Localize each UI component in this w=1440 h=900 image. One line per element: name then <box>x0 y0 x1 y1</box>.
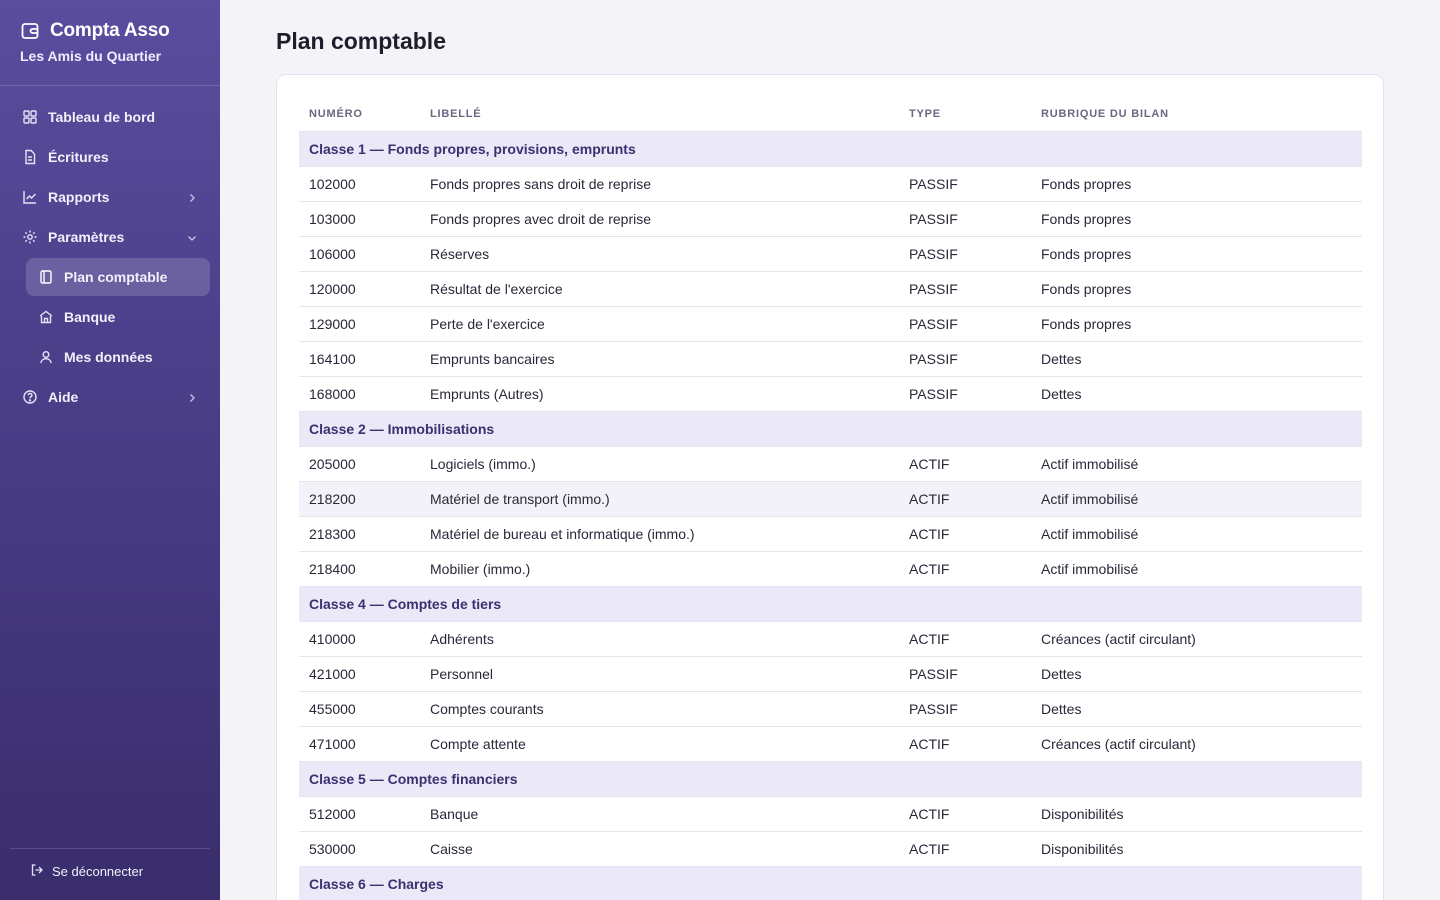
sidebar-item-label: Banque <box>64 309 116 325</box>
bank-icon <box>38 309 54 325</box>
account-number: 102000 <box>299 166 420 201</box>
sidebar-item-label: Tableau de bord <box>48 109 156 125</box>
account-type: PASSIF <box>899 341 1031 376</box>
book-icon <box>38 269 54 285</box>
settings-submenu <box>10 258 210 376</box>
account-label: Mobilier (immo.) <box>420 551 899 586</box>
account-class-label: Classe 5 — Comptes financiers <box>299 761 1362 796</box>
account-type: PASSIF <box>899 236 1031 271</box>
table-row[interactable] <box>299 621 1362 656</box>
table-row[interactable] <box>299 446 1362 481</box>
account-label: Perte de l'exercice <box>420 306 899 341</box>
sidebar-item-bank[interactable] <box>26 298 210 336</box>
logout-icon <box>30 863 44 880</box>
account-number: 512000 <box>299 796 420 831</box>
balance-section: Actif immobilisé <box>1031 481 1362 516</box>
app-title: Compta Asso <box>50 20 170 41</box>
account-number: 106000 <box>299 236 420 271</box>
logout-button[interactable] <box>10 848 210 880</box>
account-class-row[interactable] <box>299 411 1362 446</box>
balance-section: Fonds propres <box>1031 236 1362 271</box>
account-type: ACTIF <box>899 516 1031 551</box>
balance-section: Créances (actif circulant) <box>1031 726 1362 761</box>
account-type: PASSIF <box>899 691 1031 726</box>
account-label: Caisse <box>420 831 899 866</box>
table-row[interactable] <box>299 656 1362 691</box>
account-number: 471000 <box>299 726 420 761</box>
user-icon <box>38 349 54 365</box>
sidebar-item-dashboard[interactable] <box>10 98 210 136</box>
account-class-label: Classe 6 — Charges <box>299 866 1362 900</box>
table-row[interactable] <box>299 341 1362 376</box>
sidebar-item-label: Paramètres <box>48 229 125 245</box>
account-class-label: Classe 4 — Comptes de tiers <box>299 586 1362 621</box>
account-number: 218300 <box>299 516 420 551</box>
balance-section: Fonds propres <box>1031 166 1362 201</box>
account-class-row[interactable] <box>299 131 1362 166</box>
account-type: ACTIF <box>899 551 1031 586</box>
sidebar-item-reports[interactable] <box>10 178 210 216</box>
account-number: 218400 <box>299 551 420 586</box>
account-label: Résultat de l'exercice <box>420 271 899 306</box>
sidebar-item-label: Rapports <box>48 189 110 205</box>
account-type: ACTIF <box>899 621 1031 656</box>
balance-section: Actif immobilisé <box>1031 446 1362 481</box>
account-type: ACTIF <box>899 831 1031 866</box>
account-type: PASSIF <box>899 376 1031 411</box>
table-row[interactable] <box>299 306 1362 341</box>
table-row[interactable] <box>299 201 1362 236</box>
main-nav <box>10 98 210 418</box>
table-row[interactable] <box>299 481 1362 516</box>
chevron-right-icon <box>186 191 198 203</box>
account-label: Fonds propres avec droit de reprise <box>420 201 899 236</box>
balance-section: Créances (actif circulant) <box>1031 621 1362 656</box>
account-number: 205000 <box>299 446 420 481</box>
account-type: PASSIF <box>899 271 1031 306</box>
account-number: 129000 <box>299 306 420 341</box>
account-class-row[interactable] <box>299 866 1362 900</box>
balance-section: Fonds propres <box>1031 201 1362 236</box>
account-class-row[interactable] <box>299 761 1362 796</box>
chevron-right-icon <box>186 391 198 403</box>
help-icon <box>22 389 38 405</box>
accounts-table-body <box>299 131 1362 900</box>
account-type: PASSIF <box>899 201 1031 236</box>
account-class-label: Classe 1 — Fonds propres, provisions, emprunts <box>299 131 1362 166</box>
account-class-label: Classe 2 — Immobilisations <box>299 411 1362 446</box>
balance-section: Dettes <box>1031 691 1362 726</box>
sidebar-item-label: Mes données <box>64 349 153 365</box>
sidebar-item-my-data[interactable] <box>26 338 210 376</box>
account-type: PASSIF <box>899 306 1031 341</box>
sidebar <box>0 0 220 900</box>
account-label: Emprunts (Autres) <box>420 376 899 411</box>
accounts-card <box>276 74 1384 900</box>
table-row[interactable] <box>299 551 1362 586</box>
account-number: 455000 <box>299 691 420 726</box>
account-label: Réserves <box>420 236 899 271</box>
table-row[interactable] <box>299 831 1362 866</box>
account-type: PASSIF <box>899 656 1031 691</box>
account-type: PASSIF <box>899 166 1031 201</box>
account-number: 164100 <box>299 341 420 376</box>
dashboard-icon <box>22 109 38 125</box>
table-row[interactable] <box>299 691 1362 726</box>
balance-section: Dettes <box>1031 341 1362 376</box>
column-header-label[interactable]: LIBELLÉ <box>420 97 899 131</box>
account-label: Emprunts bancaires <box>420 341 899 376</box>
account-number: 530000 <box>299 831 420 866</box>
gear-icon <box>22 229 38 245</box>
chart-line-icon <box>22 189 38 205</box>
sidebar-item-help[interactable] <box>10 378 210 416</box>
account-label: Comptes courants <box>420 691 899 726</box>
balance-section: Dettes <box>1031 376 1362 411</box>
account-label: Banque <box>420 796 899 831</box>
table-row[interactable] <box>299 726 1362 761</box>
column-header-number[interactable]: NUMÉRO <box>299 97 420 131</box>
account-label: Personnel <box>420 656 899 691</box>
account-type: ACTIF <box>899 481 1031 516</box>
column-header-balance-section[interactable]: RUBRIQUE DU BILAN <box>1031 97 1362 131</box>
sidebar-item-label: Aide <box>48 389 79 405</box>
account-number: 421000 <box>299 656 420 691</box>
account-number: 168000 <box>299 376 420 411</box>
table-header-row <box>299 97 1362 131</box>
balance-section: Dettes <box>1031 656 1362 691</box>
balance-section: Actif immobilisé <box>1031 551 1362 586</box>
main-content <box>220 0 1440 900</box>
table-row[interactable] <box>299 236 1362 271</box>
wallet-icon <box>20 21 40 41</box>
chevron-down-icon <box>186 231 198 243</box>
account-type: ACTIF <box>899 446 1031 481</box>
column-header-type[interactable]: TYPE <box>899 97 1031 131</box>
account-label: Compte attente <box>420 726 899 761</box>
brand <box>0 0 220 86</box>
table-row[interactable] <box>299 376 1362 411</box>
balance-section: Disponibilités <box>1031 831 1362 866</box>
table-row[interactable] <box>299 516 1362 551</box>
sidebar-item-settings[interactable] <box>10 218 210 256</box>
account-number: 410000 <box>299 621 420 656</box>
logout-label: Se déconnecter <box>52 864 144 879</box>
account-type: ACTIF <box>899 726 1031 761</box>
account-number: 120000 <box>299 271 420 306</box>
accounts-table <box>299 97 1362 900</box>
page-title: Plan comptable <box>276 28 446 54</box>
organization-name: Les Amis du Quartier <box>20 48 162 64</box>
balance-section: Fonds propres <box>1031 271 1362 306</box>
account-number: 218200 <box>299 481 420 516</box>
balance-section: Actif immobilisé <box>1031 516 1362 551</box>
account-number: 103000 <box>299 201 420 236</box>
account-label: Adhérents <box>420 621 899 656</box>
sidebar-item-label: Écritures <box>48 149 109 165</box>
balance-section: Fonds propres <box>1031 306 1362 341</box>
account-label: Matériel de transport (immo.) <box>420 481 899 516</box>
document-icon <box>22 149 38 165</box>
account-label: Logiciels (immo.) <box>420 446 899 481</box>
table-row[interactable] <box>299 166 1362 201</box>
account-label: Fonds propres sans droit de reprise <box>420 166 899 201</box>
sidebar-item-entries[interactable] <box>10 138 210 176</box>
account-label: Matériel de bureau et informatique (immo.) <box>420 516 899 551</box>
sidebar-item-label: Plan comptable <box>64 269 168 285</box>
account-class-row[interactable] <box>299 586 1362 621</box>
sidebar-item-chart-of-accounts[interactable] <box>26 258 210 296</box>
table-row[interactable] <box>299 271 1362 306</box>
balance-section: Disponibilités <box>1031 796 1362 831</box>
account-type: ACTIF <box>899 796 1031 831</box>
table-row[interactable] <box>299 796 1362 831</box>
